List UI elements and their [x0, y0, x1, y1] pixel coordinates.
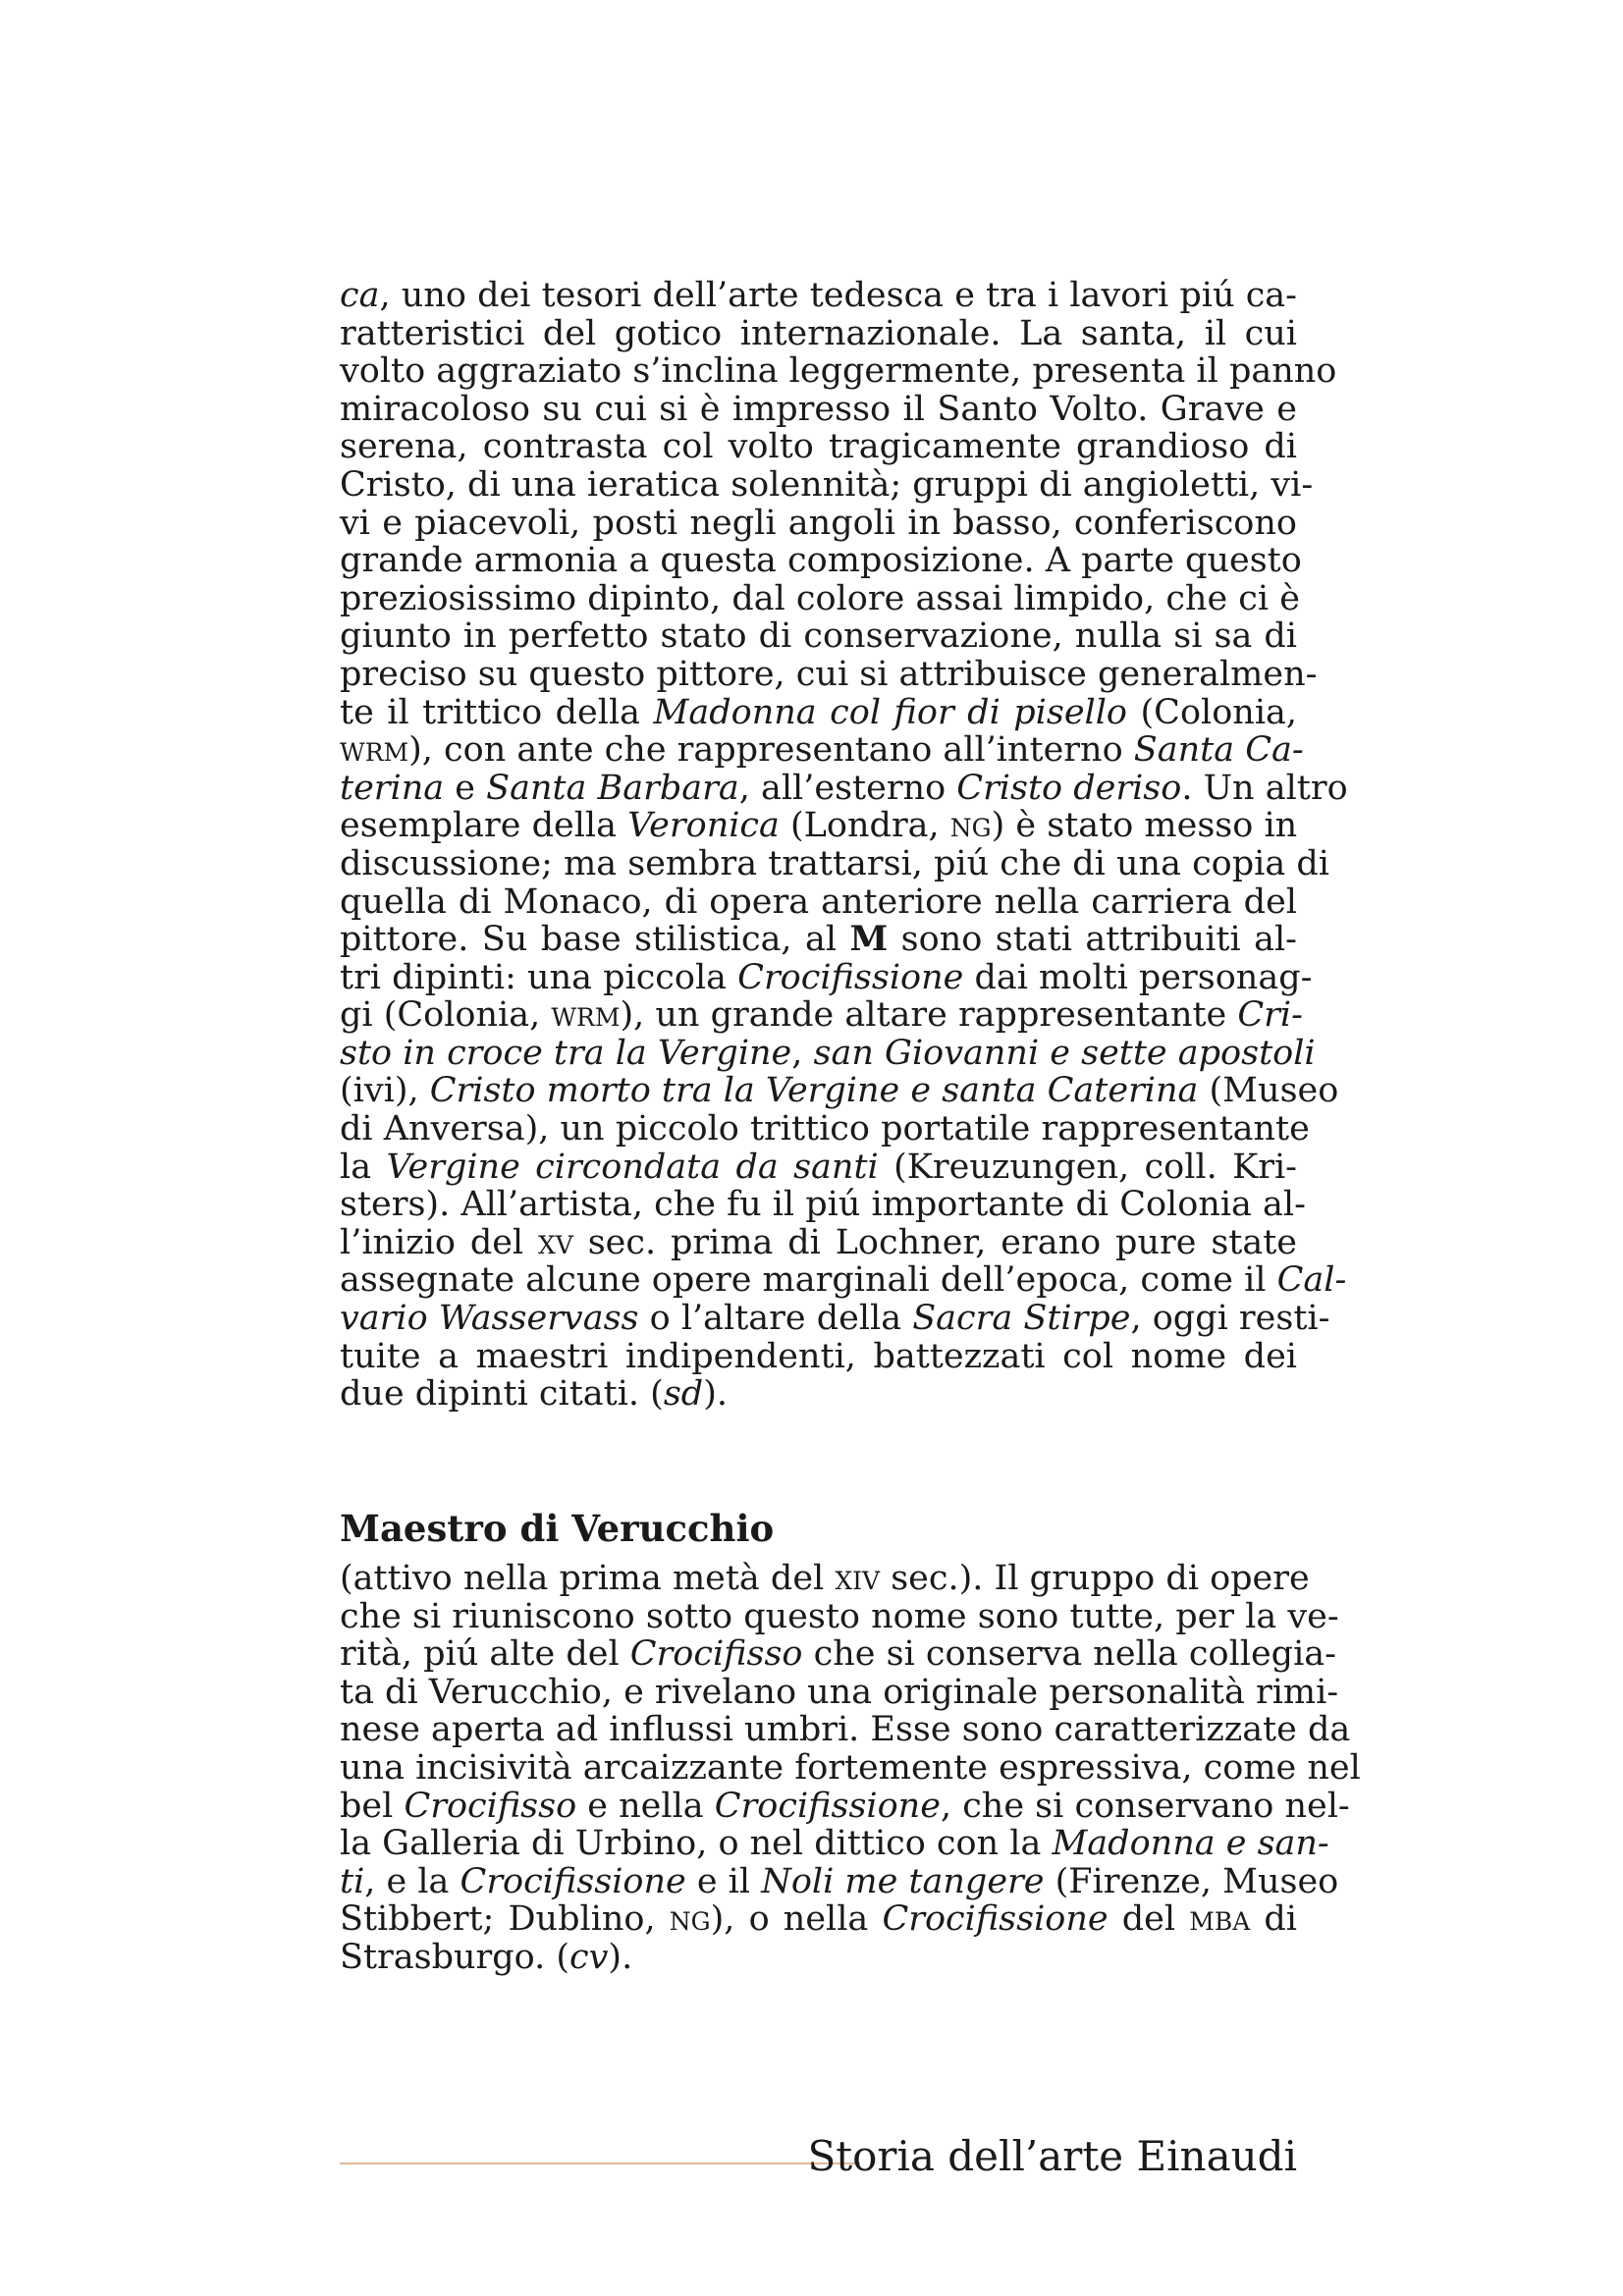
smallcaps-abbrev: ng — [949, 806, 992, 846]
text-run: ) è stato messo in — [991, 806, 1298, 846]
text-line — [340, 957, 1313, 997]
text-run: che si conserva nella collegia- — [802, 1634, 1336, 1675]
text-run: , — [791, 1033, 814, 1073]
text-run: ratteristici del gotico internazionale. La santa, il cui — [340, 313, 1297, 353]
text-line — [340, 391, 1297, 429]
text-line — [340, 1747, 1361, 1788]
text-line — [340, 1596, 1339, 1636]
text-run: ). — [703, 1374, 728, 1415]
text-line — [340, 1033, 1316, 1073]
text-line — [340, 351, 1337, 392]
italic-title: Veronica — [627, 806, 780, 846]
italic-title: sd — [663, 1374, 704, 1415]
italic-title: ti — [340, 1861, 365, 1901]
italic-title: Cal- — [1276, 1260, 1347, 1301]
italic-title: Crocifisso — [404, 1786, 577, 1826]
text-run: bel — [340, 1786, 405, 1826]
text-run: , all’esterno — [738, 768, 957, 808]
text-run: tri dipinti: una piccola — [340, 957, 738, 997]
italic-title: Crocifissione — [737, 957, 964, 997]
text-run: (ivi), — [340, 1071, 430, 1111]
text-run: o l’altare della — [638, 1299, 913, 1339]
text-run: (Colonia, — [1127, 692, 1298, 732]
text-line — [340, 843, 1329, 883]
italic-title: san Giovanni e sette apostoli — [813, 1033, 1316, 1073]
text-run: tuite a maestri indipendenti, battezzati col nome dei — [340, 1336, 1297, 1376]
italic-title: Santa Ca- — [1133, 730, 1304, 771]
bold-abbrev: M — [849, 919, 889, 960]
text-run: (Kreuzungen, coll. Kri- — [878, 1147, 1298, 1187]
italic-title: vario Wasservass — [340, 1299, 639, 1339]
text-run: esemplare della — [340, 806, 628, 846]
text-line — [340, 1634, 1336, 1675]
text-run: . Un altro — [1181, 768, 1348, 808]
text-run: miracoloso su cui si è impresso il Santo Volto. Grave e — [340, 389, 1297, 429]
text-run: e il — [685, 1861, 762, 1901]
text-run: (Museo — [1198, 1071, 1339, 1111]
text-line — [340, 541, 1302, 581]
italic-title: Crocifisso — [629, 1634, 803, 1675]
text-line — [340, 1786, 1350, 1826]
text-line — [340, 1672, 1339, 1712]
entry-paragraph-verucchio — [340, 1559, 1361, 1977]
text-run: preziosissimo dipinto, dal colore assai limpido, che ci è — [340, 578, 1300, 618]
italic-title: Noli me tangere — [761, 1861, 1045, 1901]
text-run: la Galleria di Urbino, o nel dittico con la — [340, 1824, 1053, 1864]
smallcaps-abbrev: xv — [538, 1222, 573, 1262]
text-line — [340, 1900, 1297, 1939]
italic-title: Cristo deriso — [956, 768, 1182, 808]
italic-title: cv — [569, 1937, 609, 1977]
text-line — [340, 1224, 1297, 1262]
text-run: serena, contrasta col volto tragicamente grandioso di — [340, 427, 1297, 467]
text-run: (Firenze, Museo — [1044, 1861, 1339, 1901]
text-run: la — [340, 1147, 387, 1187]
text-line — [340, 883, 1297, 922]
footer-title: Storia dell’arte Einaudi — [807, 2132, 1297, 2180]
text-line — [340, 1559, 1310, 1598]
text-run: e nella — [576, 1786, 715, 1826]
italic-title: Cri- — [1237, 995, 1303, 1036]
text-line — [340, 730, 1304, 771]
text-line — [340, 1939, 1297, 1977]
text-line — [340, 1299, 1330, 1339]
text-run: sters). All’artista, che fu il piú importante di Colonia al- — [340, 1185, 1306, 1225]
entry-paragraph-continued — [340, 276, 1348, 1415]
text-run: ), con ante che rappresentano all’interno — [408, 730, 1134, 771]
italic-title: Santa Barbara — [486, 768, 739, 808]
text-run: del — [1108, 1899, 1190, 1940]
text-run: una incisività arcaizzante fortemente espressiva, come nel — [340, 1747, 1361, 1788]
text-run: due dipinti citati. ( — [340, 1374, 664, 1415]
text-run: ), un grande altare rappresentante — [620, 995, 1238, 1036]
italic-title: Cristo morto tra la Vergine e santa Caterina — [429, 1071, 1199, 1111]
italic-title: ca — [340, 276, 380, 315]
text-line — [340, 1710, 1351, 1750]
text-line — [340, 654, 1318, 694]
italic-title: Sacra Stirpe — [912, 1299, 1131, 1339]
italic-title: Crocifissione — [460, 1861, 686, 1901]
text-line — [340, 1861, 1339, 1901]
text-line — [340, 1338, 1297, 1376]
text-line — [340, 277, 1297, 315]
text-run: dai molti personag- — [963, 957, 1313, 997]
italic-title: Vergine circondata da santi — [386, 1147, 879, 1187]
text-run: Stibbert; Dublino, — [340, 1899, 670, 1940]
text-run: nese aperta ad influssi umbri. Esse sono caratterizzate da — [340, 1710, 1351, 1750]
text-run: che si riuniscono sotto questo nome sono tutte, per la ve- — [340, 1596, 1339, 1636]
text-line — [340, 807, 1297, 845]
text-line — [340, 1148, 1297, 1187]
smallcaps-abbrev: xiv — [835, 1559, 881, 1598]
text-run: di Anversa), un piccolo trittico portatile rappresentante — [340, 1109, 1310, 1149]
italic-title: sto in croce tra la Vergine — [340, 1033, 792, 1073]
text-line — [340, 1109, 1310, 1149]
text-run: gi (Colonia, — [340, 995, 552, 1036]
entry-title: Maestro di Verucchio — [340, 1507, 775, 1550]
text-run: di — [1250, 1899, 1297, 1940]
text-run: ), o nella — [710, 1899, 883, 1940]
text-line — [340, 1824, 1329, 1864]
text-line — [340, 464, 1314, 505]
text-line — [340, 1375, 1297, 1414]
text-run: Strasburgo. ( — [340, 1937, 570, 1977]
italic-title: Madonna col fior di pisello — [653, 692, 1128, 732]
smallcaps-abbrev: wrm — [551, 995, 621, 1036]
text-run: sec.). Il gruppo di opere — [880, 1559, 1310, 1598]
text-run: grande armonia a questa composizione. A parte questo — [340, 541, 1302, 581]
italic-title: Crocifissione — [714, 1786, 941, 1826]
text-run: giunto in perfetto stato di conservazione, nulla si sa di — [340, 616, 1297, 657]
text-run: assegnate alcune opere marginali dell’epoca, come il — [340, 1260, 1277, 1301]
text-run: (Londra, — [779, 806, 950, 846]
italic-title: Crocifissione — [882, 1899, 1109, 1940]
text-run: e — [444, 768, 487, 808]
smallcaps-abbrev: ng — [669, 1899, 711, 1940]
text-run: , e la — [364, 1861, 460, 1901]
text-run: ta di Verucchio, e rivelano una originale personalità rimi- — [340, 1672, 1339, 1712]
italic-title: terina — [340, 768, 445, 808]
text-run: , oggi resti- — [1130, 1299, 1330, 1339]
text-line — [340, 617, 1297, 656]
text-line — [340, 768, 1348, 808]
text-line — [340, 1071, 1339, 1111]
text-run: , che si conservano nel- — [940, 1786, 1350, 1826]
smallcaps-abbrev: mba — [1189, 1899, 1251, 1940]
text-run: sono stati attribuiti al- — [888, 920, 1297, 960]
text-run: Cristo, di una ieratica solennità; gruppi di angioletti, vi- — [340, 464, 1314, 505]
text-line — [340, 694, 1297, 732]
text-run: l’inizio del — [340, 1222, 538, 1262]
text-line — [340, 505, 1297, 543]
text-run: quella di Monaco, di opera anteriore nella carriera del — [340, 881, 1297, 922]
text-run: rità, piú alte del — [340, 1634, 630, 1675]
text-line — [340, 1260, 1347, 1301]
text-run: preciso su questo pittore, cui si attribuisce generalmen- — [340, 654, 1318, 694]
text-run: pittore. Su base stilistica, al — [340, 920, 850, 960]
text-line — [340, 921, 1297, 959]
text-run: volto aggraziato s’inclina leggermente, presenta il panno — [340, 351, 1337, 392]
text-run: sec. prima di Lochner, erano pure state — [572, 1222, 1297, 1262]
text-line — [340, 995, 1303, 1036]
text-run: vi e piacevoli, posti negli angoli in basso, conferiscono — [340, 503, 1297, 543]
text-line — [340, 428, 1297, 466]
footer-rule — [340, 2163, 860, 2164]
text-run: ). — [608, 1937, 633, 1977]
text-line — [340, 315, 1297, 353]
text-run: , uno dei tesori dell’arte tedesca e tra i lavori piú ca- — [379, 276, 1297, 315]
text-run: (attivo nella prima metà del — [340, 1559, 836, 1598]
text-run: discussione; ma sembra trattarsi, piú che di una copia di — [340, 843, 1329, 883]
text-run: te il trittico della — [340, 692, 654, 732]
text-line — [340, 1185, 1306, 1225]
smallcaps-abbrev: wrm — [340, 730, 409, 771]
italic-title: Madonna e san- — [1052, 1824, 1329, 1864]
text-line — [340, 578, 1300, 618]
